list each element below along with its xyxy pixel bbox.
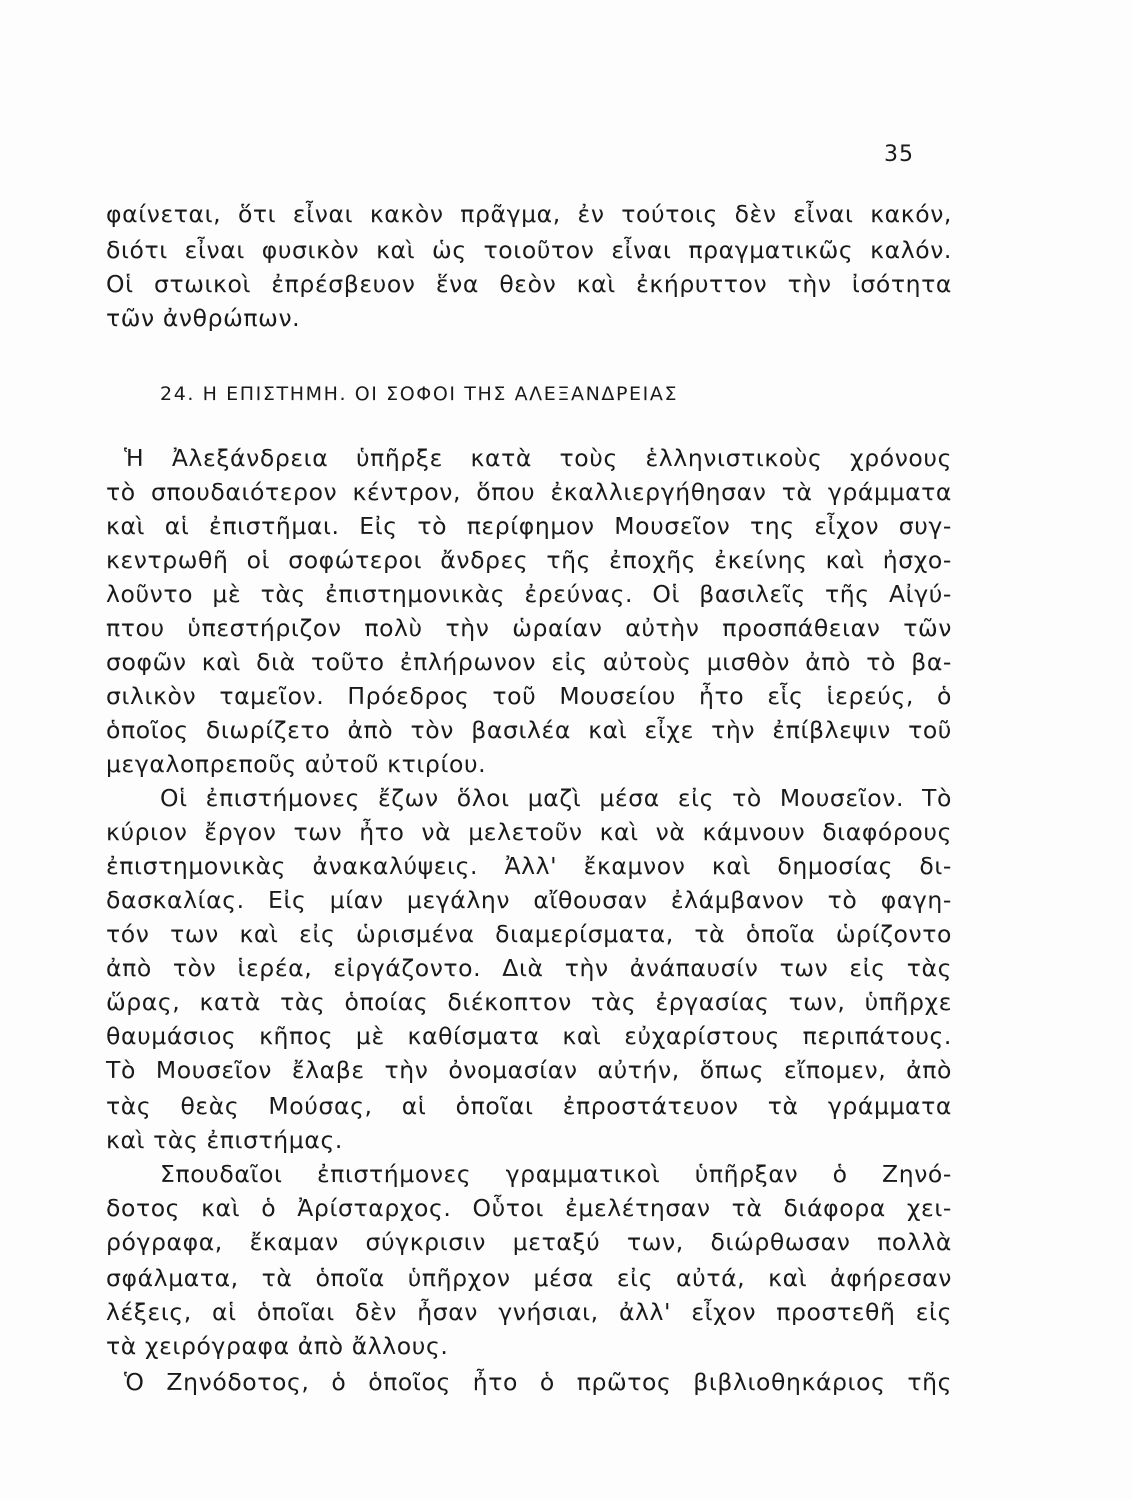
text-line: ἐπιστημονικὰς ἀνακαλύψεις. Ἀλλ' ἔκαμνον καὶ δημοσίας δι- <box>106 852 952 880</box>
text-line: τὸ σπουδαιότερον κέντρον, ὅπου ἐκαλλιεργήθησαν τὰ γράμματα <box>106 478 952 506</box>
text-line: λέξεις, αἱ ὁποῖαι δὲν ἦσαν γνήσιαι, ἀλλ' εἶχον προστεθῆ εἰς <box>106 1298 952 1326</box>
text-line: διότι εἶναι φυσικὸν καὶ ὡς τοιοῦτον εἶναι πραγματικῶς καλόν. <box>106 236 952 264</box>
text-line: Σπουδαῖοι ἐπιστήμονες γραμματικοὶ ὑπῆρξαν ὁ Ζηνό- <box>160 1160 952 1188</box>
text-line: τόν των καὶ εἰς ὡρισμένα διαμερίσματα, τὰ ὁποῖα ὡρίζοντο <box>106 920 952 948</box>
text-line: κεντρωθῆ οἱ σοφώτεροι ἄνδρες τῆς ἐποχῆς ἐκείνης καὶ ἠσχο- <box>106 546 952 574</box>
text-line: ὥρας, κατὰ τὰς ὁποίας διέκοπτον τὰς ἐργασίας των, ὑπῆρχε <box>106 988 952 1016</box>
text-line: Ὁ Ζηνόδοτος, ὁ ὁποῖος ἦτο ὁ πρῶτος βιβλιοθηκάριος τῆς <box>124 1368 952 1396</box>
text-line: καὶ τὰς ἐπιστήμας. <box>106 1126 343 1154</box>
text-line: καὶ αἱ ἐπιστῆμαι. Εἰς τὸ περίφημον Μουσεῖον της εἶχον συγ- <box>106 512 952 540</box>
section-heading: 24. Η ΕΠΙΣΤΗΜΗ. ΟΙ ΣΟΦΟΙ ΤΗΣ ΑΛΕΞΑΝΔΡΕΙΑΣ <box>160 383 679 405</box>
text-line: ἀπὸ τὸν ἱερέα, εἰργάζοντο. Διὰ τὴν ἀνάπαυσίν των εἰς τὰς <box>106 954 952 982</box>
text-line: φαίνεται, ὅτι εἶναι κακὸν πρᾶγμα, ἐν τούτοις δὲν εἶναι κακόν, <box>106 200 952 228</box>
text-line: τὰς θεὰς Μούσας, αἱ ὁποῖαι ἐπροστάτευον τὰ γράμματα <box>106 1092 952 1120</box>
text-line: Τὸ Μουσεῖον ἔλαβε τὴν ὀνομασίαν αὐτήν, ὅπως εἴπομεν, ἀπὸ <box>106 1056 952 1084</box>
text-line: κύριον ἔργον των ἦτο νὰ μελετοῦν καὶ νὰ κάμνουν διαφόρους <box>106 818 952 846</box>
text-line: σοφῶν καὶ διὰ τοῦτο ἐπλήρωνον εἰς αὐτοὺς μισθὸν ἀπὸ τὸ βα- <box>106 648 952 676</box>
text-line: Οἱ ἐπιστήμονες ἔζων ὅλοι μαζὶ μέσα εἰς τὸ Μουσεῖον. Τὸ <box>160 784 952 812</box>
page-number: 35 <box>884 142 914 167</box>
text-line: Ἡ Ἀλεξάνδρεια ὑπῆρξε κατὰ τοὺς ἑλληνιστικοὺς χρόνους <box>124 444 952 472</box>
text-line: λοῦντο μὲ τὰς ἐπιστημονικὰς ἐρεύνας. Οἱ βασιλεῖς τῆς Αἰγύ- <box>106 580 952 608</box>
text-line: σφάλματα, τὰ ὁποῖα ὑπῆρχον μέσα εἰς αὐτά, καὶ ἀφήρεσαν <box>106 1264 952 1292</box>
text-line: μεγαλοπρεποῦς αὐτοῦ κτιρίου. <box>106 750 487 778</box>
text-line: πτου ὑπεστήριζον πολὺ τὴν ὡραίαν αὐτὴν προσπάθειαν τῶν <box>106 614 952 642</box>
text-line: σιλικὸν ταμεῖον. Πρόεδρος τοῦ Μουσείου ἦτο εἷς ἱερεύς, ὁ <box>106 682 952 710</box>
text-line: δασκαλίας. Εἰς μίαν μεγάλην αἴθουσαν ἐλάμβανον τὸ φαγη- <box>106 886 952 914</box>
text-line: Οἱ στωικοὶ ἐπρέσβευον ἕνα θεὸν καὶ ἐκήρυττον τὴν ἰσότητα <box>106 270 952 298</box>
text-line: ρόγραφα, ἔκαμαν σύγκρισιν μεταξύ των, διώρθωσαν πολλὰ <box>106 1228 952 1256</box>
text-line: τὰ χειρόγραφα ἀπὸ ἄλλους. <box>106 1332 449 1360</box>
text-line: δοτος καὶ ὁ Ἀρίσταρχος. Οὗτοι ἐμελέτησαν τὰ διάφορα χει- <box>106 1194 952 1222</box>
text-line: θαυμάσιος κῆπος μὲ καθίσματα καὶ εὐχαρίστους περιπάτους. <box>106 1022 952 1050</box>
text-line: τῶν ἀνθρώπων. <box>106 304 301 332</box>
text-line: ὁποῖος διωρίζετο ἀπὸ τὸν βασιλέα καὶ εἶχε τὴν ἐπίβλεψιν τοῦ <box>106 716 952 744</box>
